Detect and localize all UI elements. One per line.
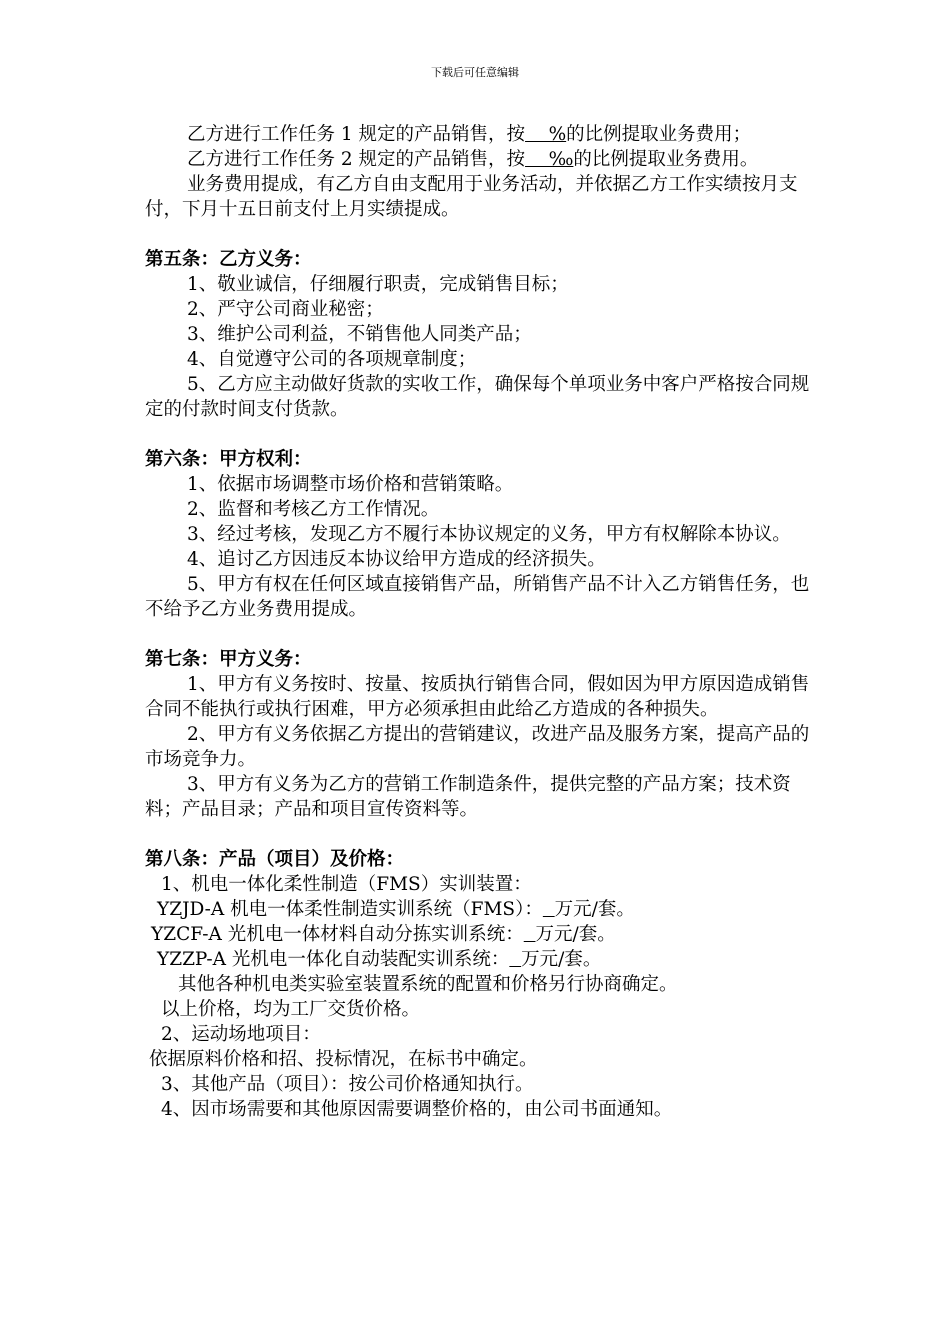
- commission-clause-2: [145, 147, 817, 172]
- commission-1-rate-blank: %: [525, 124, 567, 145]
- price-yzzp-unit: 万元/套。: [521, 949, 602, 970]
- price-yzzp-text: YZZP-A 光机电一体化自动装配实训系统：: [157, 949, 510, 970]
- commission-2-text-end: 的比例提取业务费用。: [573, 149, 759, 170]
- article-7-item-3: 3、甲方有义务为乙方的营销工作制造条件，提供完整的产品方案；技术资料；产品目录；产品和项目宣传资料等。: [145, 774, 791, 820]
- article-7-item-1: 1、甲方有义务按时、按量、按质执行销售合同，假如因为甲方原因造成销售合同不能执行或执行困难，甲方必须承担由此给乙方造成的各种损失。: [145, 674, 810, 720]
- article-6-item-5: 5、甲方有权在任何区域直接销售产品，所销售产品不计入乙方销售任务，也不给予乙方业务费用提成。: [145, 574, 810, 620]
- spacer: [145, 222, 817, 247]
- spacer: [145, 422, 817, 447]
- article-5-item-4: 4、自觉遵守公司的各项规章制度；: [187, 349, 477, 370]
- commission-2-rate-blank: ‰: [525, 149, 574, 170]
- article-6-item-3: 3、经过考核，发现乙方不履行本协议规定的义务，甲方有权解除本协议。: [187, 524, 791, 545]
- price-yzcf-unit: 万元/套。: [535, 924, 616, 945]
- price-yzjd-blank: [543, 899, 555, 920]
- article-5-item-3: 3、维护公司利益，不销售他人同类产品；: [187, 324, 532, 345]
- article-5-heading: 第五条：乙方义务：: [145, 249, 312, 270]
- price-yzcf-text: YZCF-A 光机电一体材料自动分拣实训系统：: [151, 924, 524, 945]
- article-8-heading: 第八条：产品（项目）及价格：: [145, 849, 405, 870]
- article-8-price-yzcf: [145, 922, 817, 947]
- article-8-line-6: 以上价格，均为工厂交货价格。: [161, 999, 421, 1020]
- commission-1-text-end: 的比例提取业务费用；: [566, 124, 752, 145]
- article-8-line-9: 3、其他产品（项目）：按公司价格通知执行。: [161, 1074, 534, 1095]
- commission-2-text: 乙方进行工作任务 2 规定的产品销售，按: [187, 149, 526, 170]
- commission-clause-1: [145, 122, 817, 147]
- price-yzjd-unit: 万元/套。: [554, 899, 635, 920]
- spacer: [145, 822, 817, 847]
- spacer: [145, 622, 817, 647]
- article-8-line-1: 1、机电一体化柔性制造（FMS）实训装置：: [161, 874, 532, 895]
- article-8-price-yzzp: [145, 947, 817, 972]
- article-8-line-5: 其他各种机电类实验室装置系统的配置和价格另行协商确定。: [178, 974, 678, 995]
- article-8-price-yzjd: [145, 897, 817, 922]
- article-5-item-5: 5、乙方应主动做好货款的实收工作，确保每个单项业务中客户严格按合同规定的付款时间支付货款。: [145, 374, 810, 420]
- commission-1-text: 乙方进行工作任务 1 规定的产品销售，按: [187, 124, 526, 145]
- article-6-item-2: 2、监督和考核乙方工作情况。: [187, 499, 440, 520]
- document-body: [145, 122, 817, 1122]
- article-5-item-2: 2、严守公司商业秘密；: [187, 299, 384, 320]
- article-5-item-1: 1、敬业诚信，仔细履行职责，完成销售目标；: [187, 274, 569, 295]
- price-yzcf-blank: [524, 924, 536, 945]
- article-7-heading: 第七条：甲方义务：: [145, 649, 312, 670]
- commission-clause-3: 业务费用提成，有乙方自由支配用于业务活动，并依据乙方工作实绩按月支付，下月十五日前支付上月实绩提成。: [145, 174, 798, 220]
- article-6-heading: 第六条：甲方权利：: [145, 449, 312, 470]
- page-header: 下载后可任意编辑: [431, 66, 519, 79]
- article-6-item-4: 4、追讨乙方因违反本协议给甲方造成的经济损失。: [187, 549, 606, 570]
- article-8-line-10: 4、因市场需要和其他原因需要调整价格的，由公司书面通知。: [161, 1099, 673, 1120]
- article-6-item-1: 1、依据市场调整市场价格和营销策略。: [187, 474, 514, 495]
- article-8-line-7: 2、运动场地项目：: [161, 1024, 321, 1045]
- price-yzjd-text: YZJD-A 机电一体柔性制造实训系统（FMS）：: [157, 899, 543, 920]
- price-yzzp-blank: [509, 949, 521, 970]
- article-7-item-2: 2、甲方有义务依据乙方提出的营销建议，改进产品及服务方案，提高产品的市场竞争力。: [145, 724, 810, 770]
- article-8-line-8: 依据原料价格和招、投标情况，在标书中确定。: [149, 1049, 538, 1070]
